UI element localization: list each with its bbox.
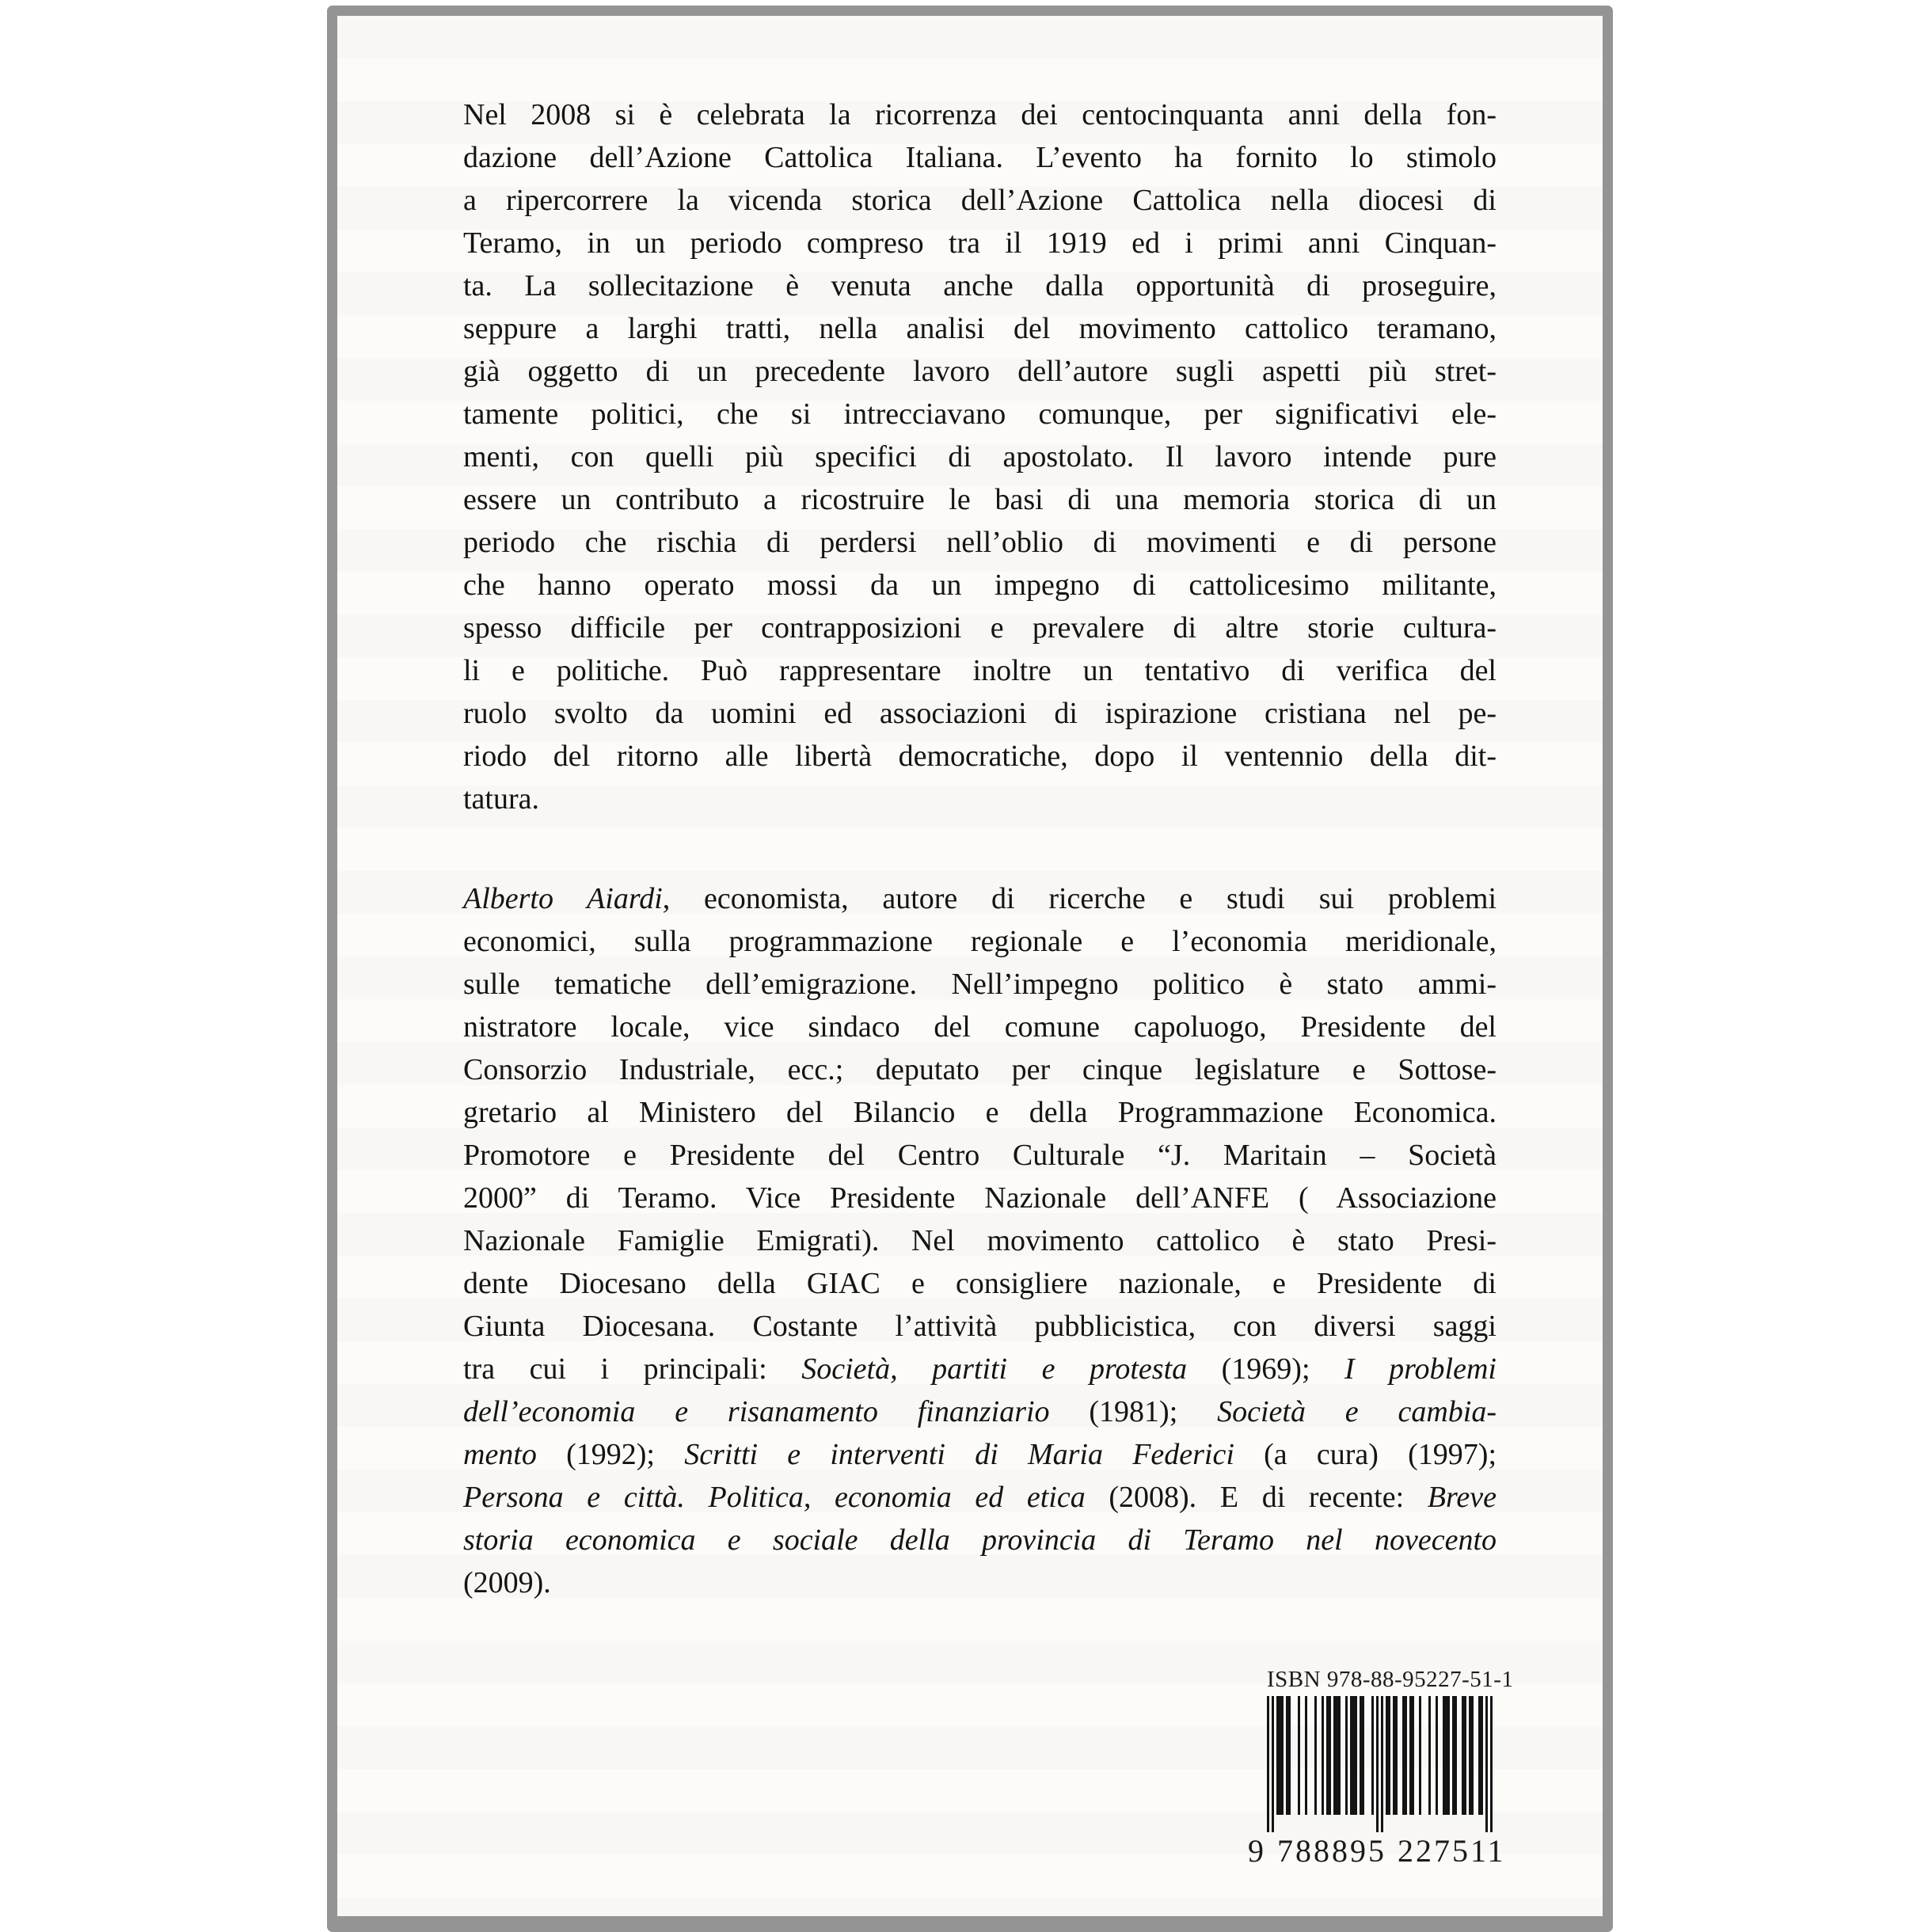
text-line: mento (1992); Scritti e interventi di Maria Federici (a cura) (1997); xyxy=(463,1438,1497,1471)
text-line: Nel 2008 si è celebrata la ricorrenza dei centocinquanta anni della fon- xyxy=(463,98,1497,131)
text-line: che hanno operato mossi da un impegno di cattolicesimo militante, xyxy=(463,569,1497,602)
text-line: Consorzio Industriale, ecc.; deputato per cinque legislature e Sottose- xyxy=(463,1053,1497,1086)
barcode-digits-right: 227511 xyxy=(1398,1833,1506,1869)
text-line: spesso difficile per contrapposizioni e prevalere di altre storie cultura- xyxy=(463,611,1497,645)
text-line: storia economica e sociale della provincia di Teramo nel novecento xyxy=(463,1523,1497,1557)
text-line: 2000” di Teramo. Vice Presidente Nazionale dell’ANFE ( Associazione xyxy=(463,1181,1497,1215)
text-line: Persona e città. Politica, economia ed etica (2008). E di recente: Breve xyxy=(463,1481,1497,1514)
cover-frame-border xyxy=(327,6,1613,1932)
barcode-digits xyxy=(1248,1834,1506,1869)
author-bio-paragraph xyxy=(463,877,1497,1604)
text-line: seppure a larghi tratti, nella analisi del movimento cattolico teramano, xyxy=(463,312,1497,345)
text-line: li e politiche. Può rappresentare inoltre un tentativo di verifica del xyxy=(463,654,1497,687)
text-line: tamente politici, che si intrecciavano comunque, per significativi ele- xyxy=(463,397,1497,431)
text-line: nistratore locale, vice sindaco del comune capoluogo, Presidente del xyxy=(463,1010,1497,1044)
text-line: Alberto Aiardi, economista, autore di ricerche e studi sui problemi xyxy=(463,882,1497,915)
text-line: Teramo, in un periodo compreso tra il 1919 ed i primi anni Cinquan- xyxy=(463,226,1497,260)
text-line: tatura. xyxy=(463,782,540,816)
barcode-digits-left: 788895 xyxy=(1277,1833,1386,1869)
text-line: menti, con quelli più specifici di apostolato. Il lavoro intende pure xyxy=(463,440,1497,473)
summary-paragraph xyxy=(463,93,1497,820)
text-line: (2009). xyxy=(463,1566,551,1599)
text-line: a ripercorrere la vicenda storica dell’Azione Cattolica nella diocesi di xyxy=(463,184,1497,217)
barcode-digit-prefix: 9 xyxy=(1248,1833,1266,1869)
text-line: già oggetto di un precedente lavoro dell’autore sugli aspetti più stret- xyxy=(463,355,1497,388)
text-line: Promotore e Presidente del Centro Culturale “J. Maritain – Società xyxy=(463,1139,1497,1172)
text-line: dazione dell’Azione Cattolica Italiana. L’evento ha fornito lo stimolo xyxy=(463,141,1497,174)
text-line: essere un contributo a ricostruire le basi di una memoria storica di un xyxy=(463,483,1497,516)
text-line: ruolo svolto da uomini ed associazioni di ispirazione cristiana nel pe- xyxy=(463,697,1497,730)
text-line: dente Diocesano della GIAC e consigliere nazionale, e Presidente di xyxy=(463,1267,1497,1300)
text-line: riodo del ritorno alle libertà democratiche, dopo il ventennio della dit- xyxy=(463,740,1497,773)
isbn-barcode-block xyxy=(1248,1666,1514,1869)
text-line: economici, sulla programmazione regionale e l’economia meridionale, xyxy=(463,925,1497,958)
text-line: periodo che rischia di perdersi nell’oblio di movimenti e di persone xyxy=(463,526,1497,559)
text-line: ta. La sollecitazione è venuta anche dalla opportunità di proseguire, xyxy=(463,269,1497,302)
text-line: Giunta Diocesana. Costante l’attività pubblicistica, con diversi saggi xyxy=(463,1310,1497,1343)
ean13-barcode xyxy=(1267,1696,1493,1832)
text-line: dell’economia e risanamento finanziario (1981); Società e cambia- xyxy=(463,1395,1497,1428)
text-line: gretario al Ministero del Bilancio e della Programmazione Economica. xyxy=(463,1096,1497,1129)
isbn-number-label: ISBN 978-88-95227-51-1 xyxy=(1267,1667,1514,1692)
text-line: Nazionale Famiglie Emigrati). Nel movimento cattolico è stato Presi- xyxy=(463,1224,1497,1257)
text-line: tra cui i principali: Società, partiti e protesta (1969); I problemi xyxy=(463,1352,1497,1386)
text-line: sulle tematiche dell’emigrazione. Nell’impegno politico è stato ammi- xyxy=(463,968,1497,1001)
